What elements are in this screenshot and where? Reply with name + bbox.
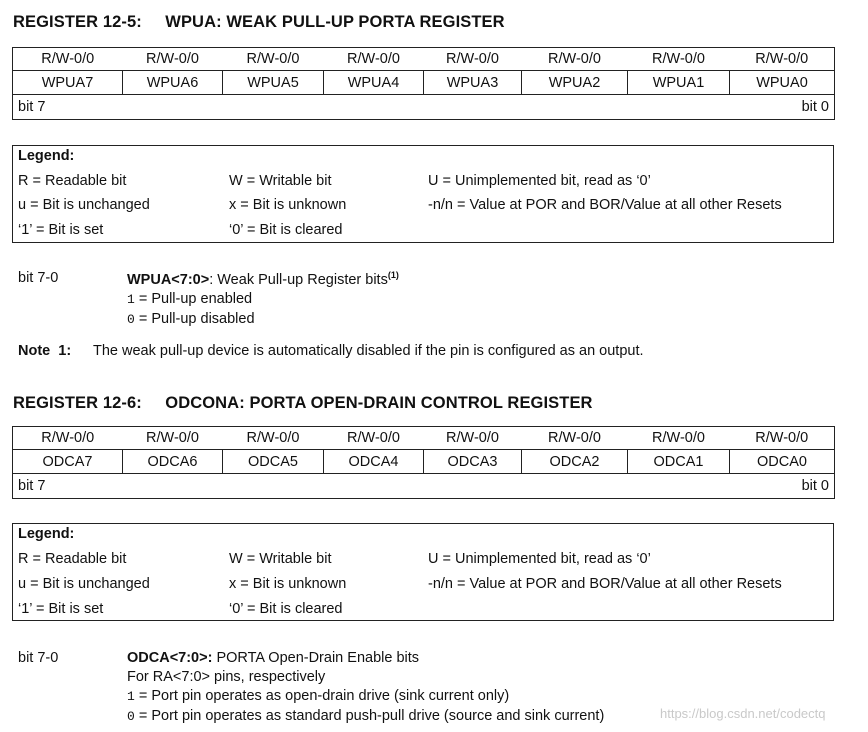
access-cell: R/W-0/0 [146,51,199,67]
access-cell: R/W-0/0 [347,51,400,67]
value-text: = Port pin operates as open-drain drive (sink current only) [134,688,510,704]
bit-high-label: bit 7 [18,99,46,115]
odca-value-0 [127,708,604,724]
legend-unknown: x = Bit is unknown [229,576,347,592]
legend-readable: R = Readable bit [18,173,127,189]
legend-unimplemented: U = Unimplemented bit, read as ‘0’ [428,173,651,189]
bit-range-cell [13,474,835,499]
wpua-value-1 [127,291,252,307]
register-12-5-title: REGISTER 12-5: WPUA: WEAK PULL-UP PORTA REGISTER [13,13,505,31]
odca-description [127,650,419,666]
legend-unknown: x = Bit is unknown [229,197,347,213]
bit-name-cell: ODCA1 [628,450,730,474]
bit-name-cell: ODCA0 [730,450,835,474]
watermark: https://blog.csdn.net/codectq [660,706,826,721]
bit-name-row [13,71,835,95]
wpua-field-text: : Weak Pull-up Register bits [209,271,388,288]
access-cell: R/W-0/0 [347,430,400,446]
access-cell: R/W-0/0 [246,430,300,446]
access-cell: R/W-0/0 [548,430,601,446]
legend-set: ‘1’ = Bit is set [18,601,104,617]
access-cell: R/W-0/0 [246,51,300,67]
legend-writable: W = Writable bit [229,173,332,189]
bit-name-cell: ODCA6 [123,450,223,474]
access-cell: R/W-0/0 [446,430,499,446]
legend-box [12,523,834,621]
legend-unimplemented: U = Unimplemented bit, read as ‘0’ [428,551,651,567]
access-cell: R/W-0/0 [730,427,835,450]
bit-name-cell: WPUA0 [730,71,835,95]
bit-name-cell: WPUA3 [424,71,522,95]
bit-low-label: bit 0 [801,478,829,494]
legend-cleared: ‘0’ = Bit is cleared [229,601,343,617]
legend-set: ‘1’ = Bit is set [18,222,104,238]
access-row [13,427,835,450]
legend-unchanged: u = Bit is unchanged [18,576,150,592]
bit-name-cell: WPUA7 [13,71,123,95]
odca-bit-label: bit 7-0 [18,650,59,666]
legend-reset-value: -n/n = Value at POR and BOR/Value at all other Resets [428,576,782,592]
access-row [13,48,835,71]
bit-name-cell: WPUA5 [223,71,324,95]
bit-range-row [13,474,835,499]
legend-box [12,145,834,243]
wpua-register-table [12,47,835,120]
bit-name-cell: ODCA2 [522,450,628,474]
value-text: = Pull-up enabled [134,291,253,307]
access-cell: R/W-0/0 [146,430,199,446]
wpua-value-0 [127,311,255,327]
footnote-ref: (1) [387,270,399,280]
bit-high-label: bit 7 [18,478,46,494]
bit-name-cell: ODCA3 [424,450,522,474]
access-cell: R/W-0/0 [730,48,835,71]
odca-value-1 [127,688,509,704]
bit-name-cell: WPUA6 [123,71,223,95]
legend-writable: W = Writable bit [229,551,332,567]
value-code: 1 [127,689,135,704]
bit-name-cell: WPUA4 [324,71,424,95]
access-cell: R/W-0/0 [13,48,123,71]
wpua-description [127,270,399,288]
bit-range-cell [13,95,835,120]
wpua-field-name: WPUA<7:0> [127,271,210,288]
value-code: 0 [127,312,135,327]
value-text: = Port pin operates as standard push-pull drive (source and sink current) [134,708,605,724]
note-label: Note 1: [18,343,72,359]
legend-reset-value: -n/n = Value at POR and BOR/Value at all other Resets [428,197,782,213]
bit-name-cell: ODCA4 [324,450,424,474]
legend-readable: R = Readable bit [18,551,127,567]
bit-name-cell: WPUA1 [628,71,730,95]
bit-name-cell: WPUA2 [522,71,628,95]
register-12-6-title: REGISTER 12-6: ODCONA: PORTA OPEN-DRAIN CONTROL REGISTER [13,394,593,412]
odca-subtext: For RA<7:0> pins, respectively [127,669,326,685]
bit-range-row [13,95,835,120]
odca-field-text: PORTA Open-Drain Enable bits [212,650,420,666]
wpua-bit-label: bit 7-0 [18,270,59,286]
access-cell: R/W-0/0 [652,51,705,67]
access-cell: R/W-0/0 [13,427,123,450]
odcona-register-table [12,426,835,499]
note-text: The weak pull-up device is automatically disabled if the pin is configured as an output. [93,343,644,359]
bit-name-row [13,450,835,474]
legend-title: Legend: [18,148,75,164]
access-cell: R/W-0/0 [446,51,499,67]
value-code: 0 [127,709,135,724]
value-text: = Pull-up disabled [134,311,255,327]
legend-title: Legend: [18,526,75,542]
legend-unchanged: u = Bit is unchanged [18,197,150,213]
value-code: 1 [127,292,135,307]
bit-name-cell: ODCA5 [223,450,324,474]
bit-name-cell: ODCA7 [13,450,123,474]
access-cell: R/W-0/0 [652,430,705,446]
bit-low-label: bit 0 [801,99,829,115]
odca-field-name: ODCA<7:0>: [127,650,213,666]
access-cell: R/W-0/0 [548,51,601,67]
legend-cleared: ‘0’ = Bit is cleared [229,222,343,238]
